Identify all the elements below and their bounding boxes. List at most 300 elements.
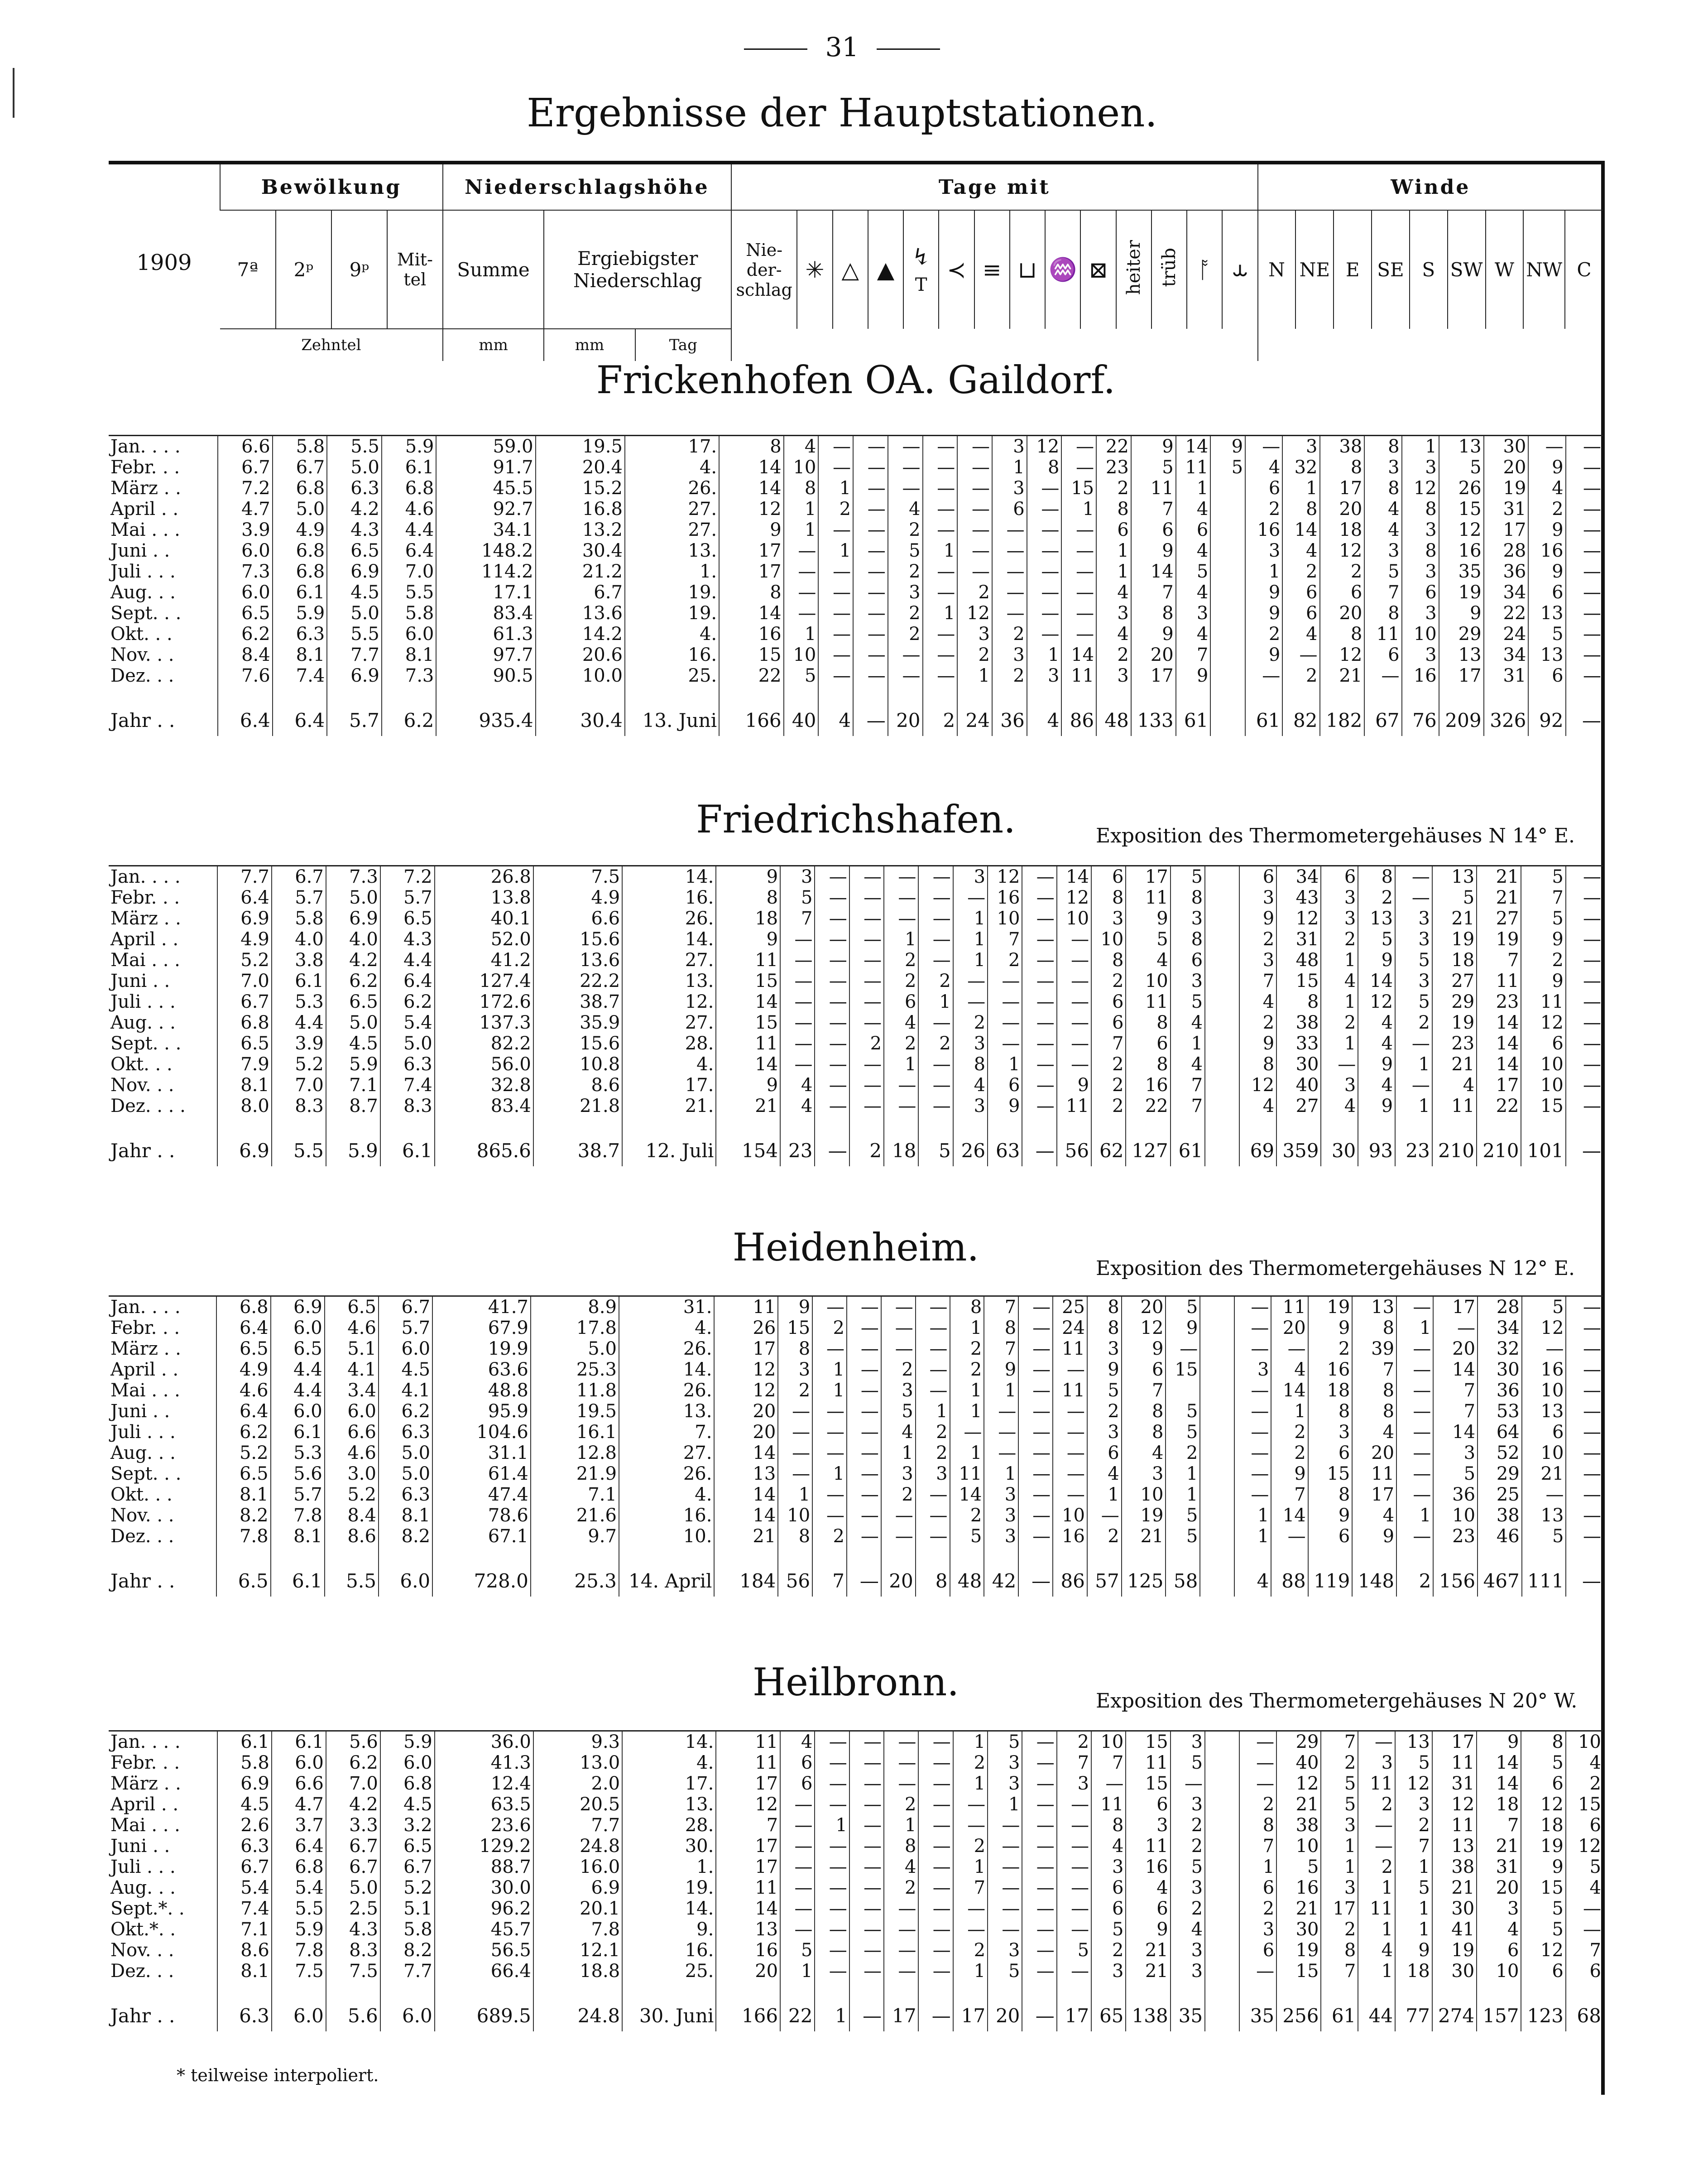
- table-cell: 9: [1439, 603, 1484, 624]
- table-cell: 5: [1321, 1773, 1358, 1794]
- table-cell: 1: [953, 1857, 988, 1877]
- table-cell: 8: [719, 436, 783, 457]
- table-cell: —: [1018, 1359, 1053, 1380]
- table-cell: —: [1566, 1075, 1603, 1096]
- table-cell: 43: [1276, 887, 1321, 908]
- table-cell: 4.5: [380, 1794, 435, 1815]
- table-cell: —: [918, 1857, 953, 1877]
- table-cell: 4: [1027, 704, 1062, 736]
- table-cell: 3: [1395, 929, 1432, 950]
- table-cell: 19.5: [536, 436, 625, 457]
- table-cell: 8: [1364, 436, 1401, 457]
- table-cell: 10: [1276, 1836, 1321, 1857]
- month-row: [109, 1919, 1603, 1940]
- table-cell: 5.6: [271, 1463, 325, 1484]
- table-cell: 3: [988, 1752, 1022, 1773]
- table-cell: 6: [780, 1752, 815, 1773]
- table-cell: 2: [918, 1033, 953, 1054]
- table-cell: 3: [988, 1773, 1022, 1794]
- table-cell: —: [1234, 1484, 1271, 1505]
- table-cell: 2: [1282, 561, 1319, 582]
- table-cell: 8: [1126, 1054, 1170, 1075]
- month-row: [109, 971, 1603, 991]
- table-cell: —: [778, 1463, 812, 1484]
- table-cell: 11: [716, 1033, 780, 1054]
- table-cell: 2: [1171, 1836, 1205, 1857]
- table-cell: 47.4: [432, 1484, 531, 1505]
- rule-left: [744, 48, 807, 50]
- table-cell: —: [815, 971, 849, 991]
- table-cell: 7: [812, 1565, 847, 1597]
- table-cell: 1: [1061, 499, 1096, 520]
- table-cell: 8: [1126, 1012, 1170, 1033]
- month-row: [109, 645, 1603, 665]
- table-cell: —: [849, 991, 884, 1012]
- table-cell: 5.7: [327, 704, 382, 736]
- table-cell: —: [1027, 520, 1062, 540]
- table-cell: 9: [1131, 540, 1176, 561]
- table-cell: 7.7: [380, 1961, 435, 1982]
- table-cell: 7.4: [273, 665, 327, 686]
- table-cell: 86: [1053, 1565, 1087, 1597]
- table-cell: [1200, 1380, 1234, 1401]
- table-cell: 3: [1239, 1919, 1276, 1940]
- table-cell: 30. Juni: [622, 2000, 716, 2031]
- table-cell: —: [884, 1940, 918, 1961]
- table-cell: 4.3: [327, 520, 382, 540]
- table-cell: 6.9: [327, 561, 382, 582]
- table-cell: 15: [1439, 499, 1484, 520]
- table-cell: 9: [1521, 1857, 1565, 1877]
- table-cell: —: [849, 1877, 884, 1898]
- table-cell: 4.4: [380, 950, 435, 971]
- month-row: [109, 1096, 1603, 1116]
- table-cell: 21: [1477, 887, 1521, 908]
- table-cell: 2: [1091, 1096, 1126, 1116]
- table-cell: 689.5: [435, 2000, 533, 2031]
- table-cell: 13.2: [536, 520, 625, 540]
- table-cell: —: [780, 950, 815, 971]
- table-cell: 4: [1171, 1012, 1205, 1033]
- table-cell: —: [1018, 1338, 1053, 1359]
- table-cell: 3: [953, 1096, 988, 1116]
- table-cell: 182: [1320, 704, 1365, 736]
- table-cell: 19: [1484, 478, 1529, 499]
- table-cell: 1: [950, 1318, 984, 1338]
- table-cell: 11: [1091, 1794, 1126, 1815]
- table-cell: —: [1061, 520, 1096, 540]
- table-cell: 11: [1432, 1752, 1477, 1773]
- table-cell: 2: [1091, 971, 1126, 991]
- table-cell: 6: [1528, 582, 1565, 603]
- table-cell: 5.0: [326, 1877, 380, 1898]
- table-cell: 1: [1402, 436, 1439, 457]
- table-cell: 19.: [625, 582, 719, 603]
- table-cell: 4.6: [382, 499, 437, 520]
- table-cell: 17: [1320, 478, 1365, 499]
- table-cell: 8.3: [272, 1096, 326, 1116]
- table-cell: 12: [1057, 887, 1091, 908]
- table-cell: 20.4: [536, 457, 625, 478]
- table-cell: 4: [1358, 1033, 1395, 1054]
- table-cell: 5.4: [380, 1012, 435, 1033]
- table-cell: 5: [1091, 1919, 1126, 1940]
- table-cell: 8: [1320, 457, 1365, 478]
- table-cell: 5.5: [327, 436, 382, 457]
- table-cell: —: [992, 603, 1027, 624]
- table-cell: 5: [1395, 950, 1432, 971]
- table-cell: 2: [1091, 1054, 1126, 1075]
- table-cell: 6: [780, 1773, 815, 1794]
- table-cell: 210: [1432, 1135, 1477, 1166]
- table-cell: 41.3: [435, 1752, 533, 1773]
- table-cell: —: [1396, 1463, 1433, 1484]
- table-cell: 40: [1276, 1752, 1321, 1773]
- table-cell: 12: [988, 866, 1022, 888]
- table-cell: 13: [1528, 645, 1565, 665]
- table-cell: 209: [1439, 704, 1484, 736]
- table-cell: 8.1: [273, 645, 327, 665]
- table-cell: 13. Juni: [625, 704, 719, 736]
- table-cell: 15: [716, 971, 780, 991]
- table-cell: —: [1566, 457, 1603, 478]
- table-cell: —: [923, 665, 958, 686]
- table-cell: 6.4: [273, 704, 327, 736]
- table-cell: 138: [1126, 2000, 1170, 2031]
- table-cell: 12: [714, 1359, 778, 1380]
- month-label: Okt.*. .: [110, 1919, 176, 1940]
- month-label: Okt. . .: [110, 624, 173, 645]
- table-cell: —: [1239, 1752, 1276, 1773]
- table-cell: 7.8: [272, 1940, 326, 1961]
- table-cell: 6.3: [217, 1836, 272, 1857]
- table-cell: —: [1566, 1012, 1603, 1033]
- table-cell: —: [1057, 950, 1091, 971]
- table-cell: 19: [1276, 1940, 1321, 1961]
- table-cell: 1: [950, 1380, 984, 1401]
- table-cell: 6.7: [272, 866, 326, 888]
- table-cell: 5.6: [326, 1731, 380, 1753]
- table-cell: 17: [1131, 665, 1176, 686]
- table-cell: 22: [1126, 1096, 1170, 1116]
- table-cell: 1: [784, 624, 819, 645]
- table-cell: 5: [1166, 1422, 1200, 1443]
- table-cell: —: [1057, 1857, 1091, 1877]
- table-cell: —: [1018, 1505, 1053, 1526]
- station-table-heilbronn: [109, 1730, 1603, 2031]
- table-cell: 14: [1271, 1380, 1308, 1401]
- table-cell: 10: [1521, 1054, 1565, 1075]
- month-label: April . .: [110, 1794, 179, 1815]
- table-cell: [1210, 665, 1245, 686]
- table-cell: 3: [1171, 1961, 1205, 1982]
- table-cell: 6.1: [271, 1565, 325, 1597]
- table-cell: 8: [1091, 887, 1126, 908]
- table-cell: 9: [778, 1296, 812, 1318]
- table-cell: 14.: [622, 929, 716, 950]
- table-cell: 14.: [622, 1731, 716, 1753]
- table-cell: 3: [992, 436, 1027, 457]
- table-cell: 9: [1126, 1919, 1170, 1940]
- table-cell: 11: [716, 950, 780, 971]
- table-cell: 6.7: [218, 457, 273, 478]
- table-cell: 36: [1478, 1380, 1522, 1401]
- month-label: Nov. . .: [110, 1505, 174, 1526]
- table-cell: 67.1: [432, 1526, 531, 1547]
- table-cell: 2: [1087, 1526, 1122, 1547]
- table-cell: 4: [1282, 540, 1319, 561]
- table-cell: —: [815, 1919, 849, 1940]
- table-cell: 3: [984, 1526, 1018, 1547]
- table-cell: 4.4: [382, 520, 437, 540]
- table-cell: 21: [1276, 1898, 1321, 1919]
- table-cell: 4.5: [379, 1359, 432, 1380]
- table-cell: 3.4: [325, 1380, 379, 1401]
- table-cell: 91.7: [436, 457, 535, 478]
- table-cell: 5.0: [379, 1463, 432, 1484]
- table-cell: 6.5: [380, 908, 435, 929]
- table-cell: —: [780, 1054, 815, 1075]
- table-cell: —: [1239, 1731, 1276, 1753]
- table-cell: —: [1566, 866, 1603, 888]
- table-cell: 4.5: [326, 1033, 380, 1054]
- table-cell: 20: [714, 1401, 778, 1422]
- table-cell: —: [1566, 1526, 1603, 1547]
- table-cell: —: [812, 1401, 847, 1422]
- table-cell: 31: [1432, 1773, 1477, 1794]
- table-cell: 4: [780, 1096, 815, 1116]
- table-cell: 9: [984, 1359, 1018, 1380]
- table-cell: 12: [1276, 1773, 1321, 1794]
- table-cell: 184: [714, 1565, 778, 1597]
- table-cell: 2: [1282, 665, 1319, 686]
- table-cell: 35.9: [533, 1012, 622, 1033]
- table-cell: 93: [1358, 1135, 1395, 1166]
- table-cell: 17: [884, 2000, 918, 2031]
- month-row: [109, 1075, 1603, 1096]
- table-cell: 36: [1484, 561, 1529, 582]
- table-cell: —: [918, 1940, 953, 1961]
- table-cell: 6: [1282, 582, 1319, 603]
- table-cell: 5.8: [382, 603, 437, 624]
- table-cell: 6.8: [380, 1773, 435, 1794]
- table-cell: 23: [1433, 1526, 1478, 1547]
- table-cell: 17: [719, 540, 783, 561]
- table-cell: —: [780, 971, 815, 991]
- table-cell: 83.4: [435, 1096, 533, 1116]
- month-row: [109, 1380, 1603, 1401]
- table-cell: —: [884, 1898, 918, 1919]
- table-cell: 1.: [625, 561, 719, 582]
- table-cell: —: [815, 1096, 849, 1116]
- table-cell: 1: [780, 1961, 815, 1982]
- table-cell: 7.8: [533, 1919, 622, 1940]
- table-cell: [1205, 929, 1239, 950]
- table-cell: —: [1566, 971, 1603, 991]
- table-cell: 23: [1477, 991, 1521, 1012]
- table-cell: —: [1022, 929, 1056, 950]
- table-cell: —: [1566, 665, 1603, 686]
- table-cell: —: [1395, 887, 1432, 908]
- table-cell: 2: [1171, 1898, 1205, 1919]
- table-cell: 5: [1521, 866, 1565, 888]
- month-row: [109, 561, 1603, 582]
- table-cell: 5: [1522, 1296, 1566, 1318]
- table-cell: 7.1: [217, 1919, 272, 1940]
- table-cell: 38: [1320, 436, 1365, 457]
- table-cell: 4.1: [379, 1380, 432, 1401]
- table-cell: 20: [1131, 645, 1176, 665]
- table-cell: —: [1057, 971, 1091, 991]
- table-cell: 3: [1091, 908, 1126, 929]
- table-cell: 18: [1308, 1380, 1353, 1401]
- table-cell: —: [1321, 1054, 1358, 1075]
- month-label: Nov. . .: [110, 645, 174, 665]
- table-cell: 11: [1477, 971, 1521, 991]
- table-cell: 9: [716, 929, 780, 950]
- table-cell: 30.0: [435, 1877, 533, 1898]
- spacer-row: [109, 686, 1603, 704]
- table-cell: 31: [1276, 929, 1321, 950]
- month-label: Juli . . .: [110, 991, 176, 1012]
- table-cell: —: [1566, 1296, 1603, 1318]
- table-cell: 15: [1276, 1961, 1321, 1982]
- table-cell: —: [1271, 1526, 1308, 1547]
- table-cell: [1205, 1773, 1239, 1794]
- table-cell: 7.5: [272, 1961, 326, 1982]
- table-cell: —: [815, 887, 849, 908]
- table-cell: —: [923, 561, 958, 582]
- table-cell: 4: [1096, 582, 1131, 603]
- table-cell: 32: [1478, 1338, 1522, 1359]
- table-cell: 6.5: [271, 1338, 325, 1359]
- table-cell: 3: [953, 1033, 988, 1054]
- table-cell: 18: [1477, 1794, 1521, 1815]
- table-cell: 17: [716, 1836, 780, 1857]
- table-cell: —: [778, 1401, 812, 1422]
- table-cell: 20.6: [536, 645, 625, 665]
- table-cell: 5.8: [273, 436, 327, 457]
- table-cell: 45.7: [435, 1919, 533, 1940]
- table-cell: 44: [1358, 2000, 1395, 2031]
- table-cell: 5: [1131, 457, 1176, 478]
- table-cell: 6: [1126, 1898, 1170, 1919]
- table-cell: 11: [950, 1463, 984, 1484]
- precip-col-max: Ergiebigster Niederschlag: [544, 210, 731, 329]
- table-cell: 58: [1166, 1565, 1200, 1597]
- table-cell: 9: [1131, 436, 1176, 457]
- table-cell: 16.8: [536, 499, 625, 520]
- table-cell: 95.9: [432, 1401, 531, 1422]
- table-cell: [1200, 1484, 1234, 1505]
- table-cell: 3: [1321, 1877, 1358, 1898]
- table-cell: 5.2: [380, 1877, 435, 1898]
- table-cell: 4.5: [217, 1794, 272, 1815]
- table-cell: 13: [1358, 908, 1395, 929]
- table-cell: 13: [1522, 1401, 1566, 1422]
- table-cell: 63.6: [432, 1359, 531, 1380]
- table-cell: —: [1018, 1401, 1053, 1422]
- month-row: [109, 436, 1603, 457]
- table-cell: 6.0: [380, 1752, 435, 1773]
- table-cell: —: [1566, 1484, 1603, 1505]
- table-cell: 31: [1477, 1857, 1521, 1877]
- table-cell: 3: [1171, 1731, 1205, 1753]
- table-cell: —: [1395, 1033, 1432, 1054]
- table-cell: 10.: [619, 1526, 715, 1547]
- table-cell: 9: [1521, 971, 1565, 991]
- table-cell: 3: [1171, 1940, 1205, 1961]
- table-cell: —: [1022, 1898, 1056, 1919]
- table-cell: 6.6: [218, 436, 273, 457]
- month-label: Okt. . .: [110, 1054, 173, 1075]
- table-cell: —: [849, 929, 884, 950]
- month-label: Juni . .: [110, 540, 170, 561]
- table-cell: 16: [988, 887, 1022, 908]
- table-cell: 21: [1276, 1794, 1321, 1815]
- table-cell: 2: [1271, 1422, 1308, 1443]
- table-cell: [1205, 1731, 1239, 1753]
- table-cell: —: [1282, 645, 1319, 665]
- table-cell: —: [1566, 1318, 1603, 1338]
- table-cell: —: [1234, 1443, 1271, 1463]
- table-cell: 30.: [622, 1836, 716, 1857]
- table-cell: —: [950, 1422, 984, 1443]
- table-cell: 1: [953, 1731, 988, 1753]
- table-cell: —: [815, 991, 849, 1012]
- table-cell: —: [1022, 1096, 1056, 1116]
- table-cell: —: [815, 1836, 849, 1857]
- table-cell: 2.6: [217, 1815, 272, 1836]
- exposition-heilbronn: Exposition des Thermometergehäuses N 20° W.: [1096, 1689, 1578, 1713]
- table-cell: 6: [1521, 1033, 1565, 1054]
- table-cell: 4.6: [325, 1318, 379, 1338]
- table-cell: 3: [1402, 561, 1439, 582]
- table-cell: —: [1018, 1380, 1053, 1401]
- table-cell: 12: [1027, 436, 1062, 457]
- month-row: [109, 1296, 1603, 1318]
- table-cell: 3: [1308, 1422, 1353, 1443]
- table-cell: 7.0: [382, 561, 437, 582]
- table-cell: 5: [1176, 561, 1211, 582]
- table-cell: —: [1018, 1296, 1053, 1318]
- table-cell: 38: [1432, 1857, 1477, 1877]
- table-cell: 7.5: [533, 866, 622, 888]
- table-cell: 2: [884, 971, 918, 991]
- table-cell: 1: [1396, 1505, 1433, 1526]
- table-cell: —: [884, 1752, 918, 1773]
- table-cell: 6.8: [382, 478, 437, 499]
- table-cell: 3: [992, 478, 1027, 499]
- table-cell: 17.: [622, 1075, 716, 1096]
- table-cell: 7.3: [326, 866, 380, 888]
- table-cell: 21.8: [533, 1096, 622, 1116]
- month-row: [109, 908, 1603, 929]
- table-cell: —: [780, 1012, 815, 1033]
- table-cell: 1: [953, 908, 988, 929]
- table-cell: 4.: [625, 457, 719, 478]
- table-cell: 5: [1210, 457, 1245, 478]
- month-label: Sept. . .: [110, 603, 182, 624]
- table-cell: 7: [1521, 887, 1565, 908]
- month-label: Aug. . .: [110, 1443, 176, 1463]
- table-cell: —: [1234, 1318, 1271, 1338]
- table-cell: 12: [1395, 1773, 1432, 1794]
- table-cell: 5.2: [216, 1443, 270, 1463]
- table-cell: 2: [950, 1338, 984, 1359]
- table-cell: 7.9: [217, 1054, 272, 1075]
- table-cell: —: [1022, 908, 1056, 929]
